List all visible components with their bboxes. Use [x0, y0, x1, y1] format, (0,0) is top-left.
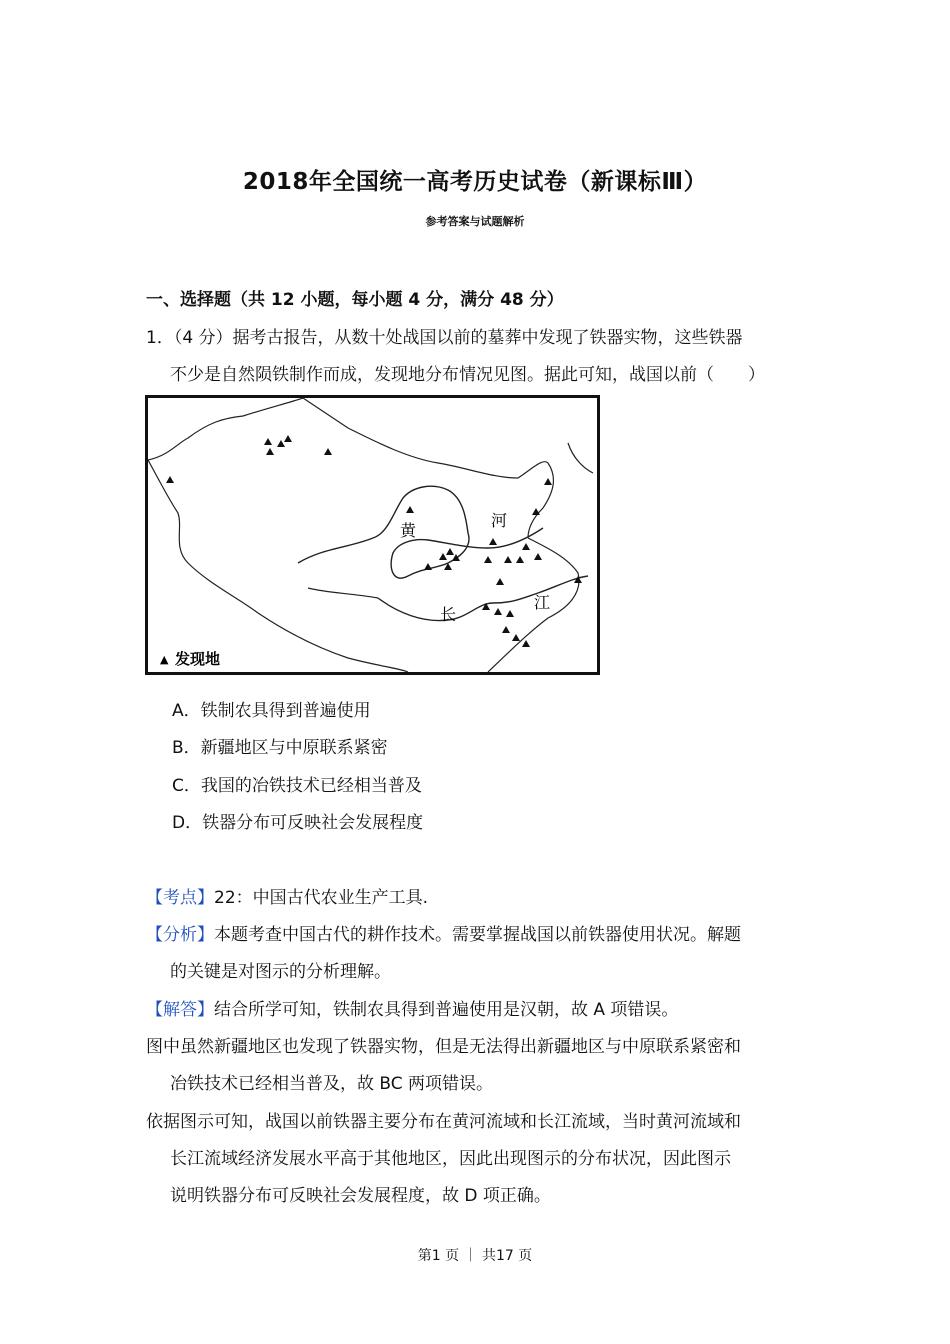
map-label-chang: 长: [440, 605, 457, 624]
find-site-marker: [522, 640, 530, 647]
border-line-west: [148, 460, 408, 672]
answer-paragraph-3-line-2: 长江流域经济发展水平高于其他地区，因此出现图示的分布状况，因此图示: [170, 1149, 731, 1169]
option-c[interactable]: C．我国的冶铁技术已经相当普及: [172, 776, 422, 796]
border-line-north: [303, 398, 553, 538]
jieda-row: [146, 995, 678, 1020]
find-site-marker: [166, 476, 174, 483]
answer-paragraph-2-line-2: 冶铁技术已经相当普及，故 BC 两项错误。: [170, 1074, 494, 1094]
jieda-tag: 【解答】: [146, 1000, 214, 1020]
kaodian-tag: 【考点】: [146, 888, 214, 908]
fenxi-text-line-2: 的关键是对图示的分析理解。: [170, 962, 391, 982]
find-site-marker: [544, 478, 552, 485]
kaodian-text: 22：中国古代农业生产工具.: [214, 888, 429, 908]
option-b[interactable]: B．新疆地区与中原联系紧密: [172, 738, 388, 758]
answer-paragraph-3-line-3: 说明铁器分布可反映社会发展程度，故 D 项正确。: [170, 1186, 551, 1206]
find-site-marker: [452, 554, 460, 561]
section-heading: 一、选择题（共 12 小题，每小题 4 分，满分 48 分）: [146, 290, 564, 310]
yellow-river: [298, 486, 543, 578]
document-title: 2018年全国统一高考历史试卷（新课标Ⅲ）: [242, 169, 708, 195]
find-site-marker: [277, 440, 285, 447]
find-site-marker: [284, 435, 292, 442]
fenxi-text-line-1: 本题考查中国古代的耕作技术。需要掌握战国以前铁器使用状况。解题: [214, 925, 741, 945]
jieda-text: 结合所学可知，铁制农具得到普遍使用是汉朝，故 A 项错误。: [214, 1000, 679, 1020]
find-site-marker: [504, 556, 512, 563]
find-site-marker: [439, 553, 447, 560]
option-a[interactable]: A．铁制农具得到普遍使用: [172, 701, 371, 721]
question-stem-line-2: 不少是自然陨铁制作而成，发现地分布情况见图。据此可知，战国以前（ ）: [170, 365, 765, 385]
find-site-marker: [494, 608, 502, 615]
find-site-marker: [516, 556, 524, 563]
find-site-marker: [424, 563, 432, 570]
find-site-marker: [264, 438, 272, 445]
fenxi-row: [146, 920, 741, 945]
option-d[interactable]: D．铁器分布可反映社会发展程度: [172, 813, 424, 833]
find-site-marker: [446, 548, 454, 555]
yangtze-upper: [308, 588, 378, 598]
find-site-marker: [324, 448, 332, 455]
find-site-marker: [522, 543, 530, 550]
find-site-marker: [406, 506, 414, 513]
border-line: [148, 398, 303, 460]
answer-paragraph-3-line-1: 依据图示可知，战国以前铁器主要分布在黄河流域和长江流域，当时黄河流域和: [146, 1112, 741, 1132]
find-site-marker: [502, 626, 510, 633]
map-label-jiang: 江: [534, 593, 551, 612]
find-site-marker: [489, 538, 497, 545]
kaodian-row: [146, 883, 428, 908]
legend-label: 发现地: [175, 650, 221, 668]
fenxi-tag: 【分析】: [146, 925, 214, 945]
map-label-huang: 黄: [400, 521, 417, 540]
map-label-he: 河: [491, 511, 508, 530]
find-site-marker: [496, 578, 504, 585]
find-site-marker: [266, 448, 274, 455]
find-site-marker: [534, 553, 542, 560]
question-stem-line-1: 1．（4 分）据考古报告，从数十处战国以前的墓葬中发现了铁器实物，这些铁器: [146, 328, 743, 348]
document-subtitle: 参考答案与试题解析: [425, 215, 525, 228]
page-footer: 第1 页 ｜ 共17 页: [417, 1248, 533, 1264]
find-site-marker: [506, 610, 514, 617]
iron-finds-map: [145, 395, 600, 675]
find-site-marker: [512, 634, 520, 641]
find-site-marker: [532, 508, 540, 515]
find-site-marker: [484, 556, 492, 563]
map-drawing: [148, 398, 597, 672]
answer-paragraph-2-line-1: 图中虽然新疆地区也发现了铁器实物，但是无法得出新疆地区与中原联系紧密和: [146, 1037, 741, 1057]
legend-symbol: ▲: [160, 653, 169, 666]
